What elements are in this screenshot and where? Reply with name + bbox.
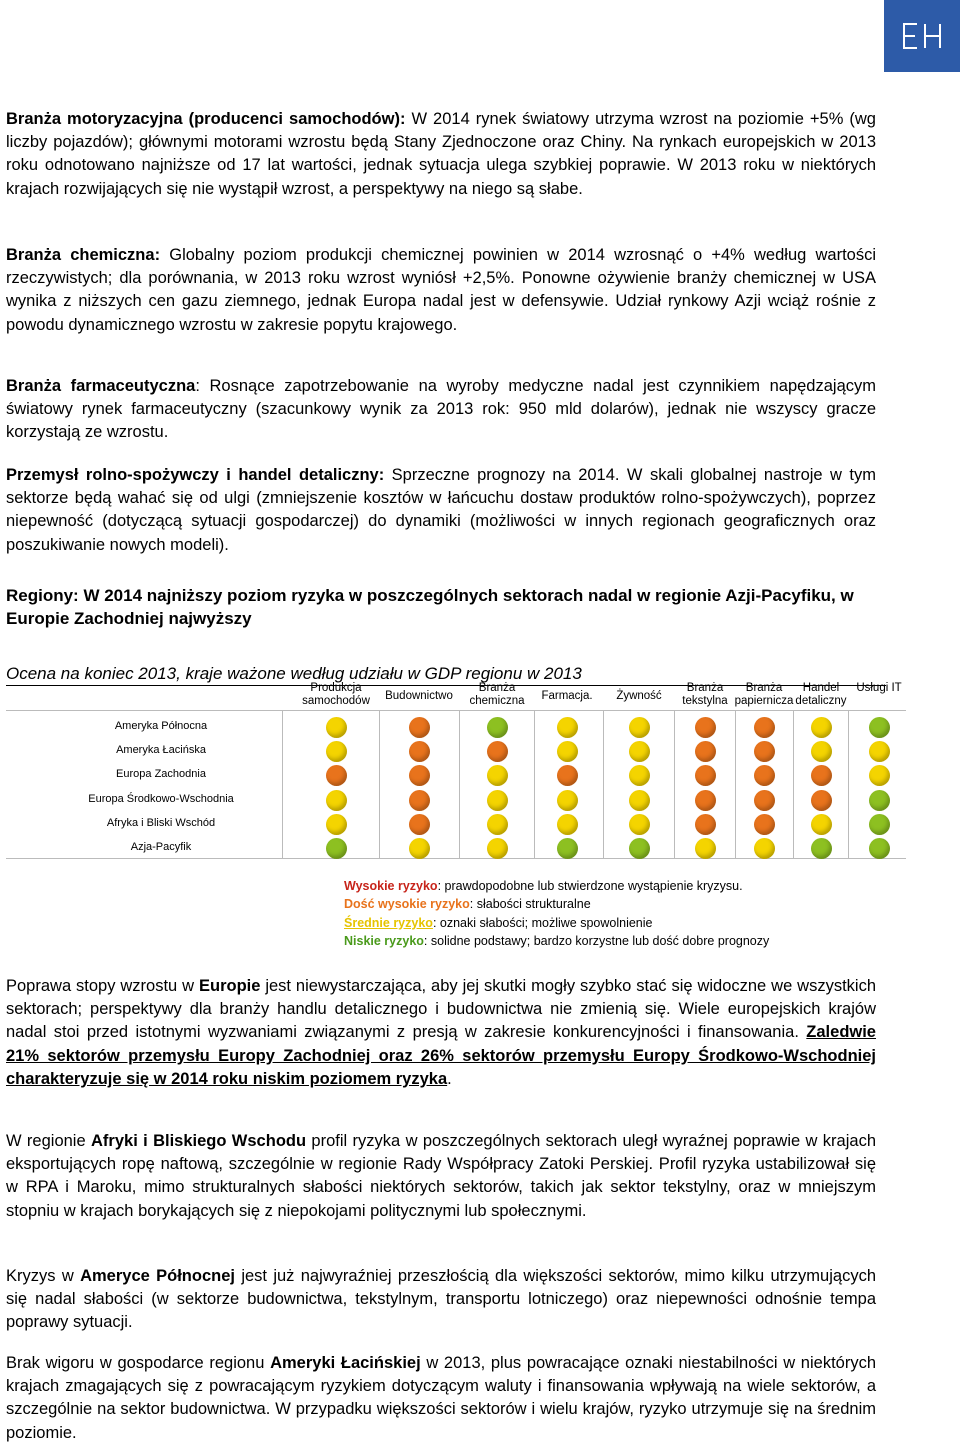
column-header: Farmacja. bbox=[541, 690, 593, 702]
risk-dot-orange bbox=[754, 790, 775, 811]
risk-legend bbox=[344, 877, 769, 950]
risk-dot-orange bbox=[557, 765, 578, 786]
risk-dot-yellow bbox=[557, 717, 578, 738]
legend-term: Wysokie ryzyko bbox=[344, 879, 438, 893]
table-column-divider bbox=[282, 710, 283, 858]
paragraph-chemical bbox=[6, 244, 876, 337]
table-column-divider bbox=[793, 710, 794, 858]
risk-dot-yellow bbox=[811, 814, 832, 835]
legend-term: Dość wysokie ryzyko bbox=[344, 897, 470, 912]
risk-dot-orange bbox=[695, 765, 716, 786]
risk-dot-yellow bbox=[811, 741, 832, 762]
table-title: Ocena na koniec 2013, kraje ważone według udziału w GDP regionu w 2013 bbox=[6, 662, 886, 686]
regions-heading: Regiony: W 2014 najniższy poziom ryzyka w poszczególnych sektorach nadal w regionie Azji-Pacyfiku, w Europie Zachodniej najwyższy bbox=[6, 586, 854, 628]
paragraph-text: . bbox=[447, 1069, 452, 1088]
risk-dot-yellow bbox=[811, 717, 832, 738]
paragraph-body: : Rosnące zapotrzebowanie na wyroby medyczne nadal jest czynnikiem napędzającym światowy rynek farmaceutyczny (szacunkowy wynik za 2013 rok: 950 mld dolarów), jednak nie wszyscy gracze korzystają ze wzrostu. bbox=[6, 377, 876, 442]
company-logo bbox=[884, 0, 960, 72]
risk-dot-yellow bbox=[326, 814, 347, 835]
paragraph-agrifood bbox=[6, 464, 876, 557]
risk-dot-orange bbox=[754, 741, 775, 762]
paragraph-europe bbox=[6, 975, 876, 1091]
table-column-divider bbox=[459, 710, 460, 858]
risk-dot-orange bbox=[754, 765, 775, 786]
risk-dot-yellow bbox=[557, 814, 578, 835]
risk-dot-yellow bbox=[557, 790, 578, 811]
risk-dot-yellow bbox=[326, 741, 347, 762]
paragraph-automotive bbox=[6, 108, 876, 201]
paragraph-body: Globalny poziom produkcji chemicznej powinien w 2014 wzrosnąć o +4% według wartości rzeczywistych; dla porównania, w 2013 roku wzrost wyniósł +2,5%. Ponowne ożywienie branży chemicznej w USA wynika z niższych cen gazu ziemnego, jednak Europa nadal jest w defensywie. Udział rynkowy Azji wciąż rośnie z powodu dynamicznego wzrostu w zakresie popytu krajowego. bbox=[6, 246, 876, 334]
row-label: Azja-Pacyfik bbox=[130, 841, 192, 853]
paragraph-bold: Ameryki Łacińskiej bbox=[270, 1354, 421, 1372]
legend-desc: : oznaki słabości; możliwe spowolnienie bbox=[432, 915, 653, 930]
risk-dot-green bbox=[629, 838, 650, 859]
column-header: Branża tekstylna bbox=[682, 682, 728, 707]
risk-dot-orange bbox=[754, 717, 775, 738]
risk-dot-orange bbox=[695, 814, 716, 835]
paragraph-text: Poprawa stopy wzrostu w bbox=[6, 977, 199, 995]
column-header: Budownictwo bbox=[385, 690, 453, 702]
table-column-divider bbox=[379, 710, 380, 858]
risk-dot-green bbox=[557, 838, 578, 859]
row-label: Afryka i Bliski Wschód bbox=[106, 817, 216, 829]
paragraph-text: Brak wigoru w gospodarce regionu bbox=[6, 1354, 271, 1372]
legend-item-medium bbox=[344, 914, 769, 932]
paragraph-north-america bbox=[6, 1265, 876, 1335]
risk-dot-orange bbox=[811, 790, 832, 811]
legend-item-low bbox=[344, 932, 769, 950]
risk-dot-orange bbox=[409, 790, 430, 811]
legend-term: Niskie ryzyko bbox=[344, 933, 424, 948]
risk-dot-yellow bbox=[487, 765, 508, 786]
risk-dot-yellow bbox=[629, 765, 650, 786]
paragraph-text: W regionie bbox=[6, 1132, 92, 1150]
risk-dot-yellow bbox=[629, 741, 650, 762]
risk-dot-yellow bbox=[629, 790, 650, 811]
risk-dot-yellow bbox=[487, 838, 508, 859]
risk-dot-green bbox=[869, 717, 890, 738]
risk-dot-yellow bbox=[487, 814, 508, 835]
table-bottom-border bbox=[6, 858, 906, 859]
legend-desc: : słabości strukturalne bbox=[469, 897, 591, 912]
risk-dot-yellow bbox=[409, 838, 430, 859]
risk-dot-orange bbox=[409, 814, 430, 835]
risk-dot-yellow bbox=[487, 790, 508, 811]
risk-dot-yellow bbox=[629, 814, 650, 835]
paragraph-text: jest niewystarczająca, aby jej skutki mogły szybko stać się widoczne we wszystkich sektorach; perspektywy dla branży handlu detalicznego i budownictwa nie zmienią się. Wiele europejskich krajów nadal stoi przed istotnymi wyzwaniami związanymi z presją w zakresie konkurencyjności i finansowania. bbox=[6, 977, 876, 1042]
risk-table bbox=[6, 682, 911, 862]
column-header: Żywność bbox=[616, 690, 662, 702]
risk-dot-orange bbox=[409, 765, 430, 786]
risk-dot-green bbox=[869, 814, 890, 835]
row-label: Europa Zachodnia bbox=[116, 768, 206, 780]
table-top-border bbox=[6, 710, 906, 711]
risk-dot-orange bbox=[409, 741, 430, 762]
paragraph-latin-america bbox=[6, 1352, 876, 1445]
paragraph-body: W 2014 rynek światowy utrzyma wzrost na poziomie +5% (wg liczby pojazdów); głównymi motorami wzrostu będą Stany Zjednoczone oraz Chiny. Na rynkach europejskich w 2013 roku odnotowano najniższe od 17 lat wartości, jednak sytuacja ulega szybkiej poprawie. W 2013 roku w niektórych krajach rozwijających się nie wystąpił wzrost, a perspektywy na niego są słabe. bbox=[6, 110, 876, 198]
risk-dot-yellow bbox=[754, 838, 775, 859]
paragraph-lead: Branża farmaceutyczna bbox=[6, 377, 196, 395]
risk-dot-orange bbox=[409, 717, 430, 738]
paragraph-lead: Branża chemiczna: bbox=[6, 246, 161, 264]
row-label: Ameryka Łacińska bbox=[116, 744, 206, 756]
paragraph-text: jest już najwyraźniej przeszłością dla większości sektorów, mimo kilku utrzymujących się nadal słabości (w sektorze budownictwa, tekstylnym, transportu lotniczego) oraz niepewności odnośnie tempa poprawy sytuacji. bbox=[6, 1267, 876, 1332]
risk-dot-orange bbox=[695, 790, 716, 811]
paragraph-body: Sprzeczne prognozy na 2014. W skali globalnej nastroje w tym sektorze będą wahać się od ulgi (zmniejszenie kosztów w łańcuchu dostaw produktów rolno-spożywczych), poprzez niepewność (dotyczącą sytuacji gospodarczej) do dynamiki (możliwości w innych regionach geograficznych oraz poszukiwanie nowych modeli). bbox=[6, 466, 876, 554]
paragraph-text: w 2013, plus powracające oznaki niestabilności w niektórych krajach zmagających się z powracającym ryzykiem dotyczącym waluty i finansowania wpływają na wiele sektorów, a szczególnie na sektor budownictwa. W przypadku większości sektorów i wielu krajów, ryzyko utrzymuje się na średnim poziomie. bbox=[6, 1354, 877, 1442]
legend-item-high bbox=[344, 877, 769, 895]
risk-dot-orange bbox=[487, 741, 508, 762]
legend-desc: : solidne podstawy; bardzo korzystne lub dość dobre prognozy bbox=[423, 933, 770, 948]
column-header: Produkcja samochodów bbox=[302, 682, 370, 707]
table-column-divider bbox=[735, 710, 736, 858]
risk-dot-yellow bbox=[869, 765, 890, 786]
paragraph-pharma bbox=[6, 375, 876, 445]
risk-dot-yellow bbox=[869, 741, 890, 762]
risk-dot-yellow bbox=[629, 717, 650, 738]
column-header: Usługi IT bbox=[856, 682, 902, 694]
risk-dot-yellow bbox=[326, 790, 347, 811]
risk-dot-yellow bbox=[326, 717, 347, 738]
risk-dot-orange bbox=[695, 741, 716, 762]
column-header: Handel detaliczny bbox=[795, 682, 847, 707]
paragraph-bold: Afryki i Bliskiego Wschodu bbox=[91, 1132, 307, 1150]
paragraph-text: profil ryzyka w poszczególnych sektorach uległ wyraźnej poprawie w krajach eksportujących ropę naftową, szczególnie w regionie Rady Współpracy Zatoki Perskiej. Profil ryzyka ustabilizował się w RPA i Maroku, mimo strukturalnych słabości niektórych sektorów, takich jak sektor tekstylny, oraz w mniejszym stopniu w krajach borykających się z niepokojami politycznymi lub społecznymi. bbox=[6, 1132, 876, 1220]
risk-dot-green bbox=[811, 838, 832, 859]
risk-dot-green bbox=[869, 838, 890, 859]
legend-term: Średnie ryzyko bbox=[344, 915, 433, 930]
paragraph-lead: Przemysł rolno-spożywczy i handel detaliczny: bbox=[6, 466, 385, 484]
paragraph-lead: Branża motoryzacyjna (producenci samochodów): bbox=[6, 110, 406, 128]
paragraph-africa bbox=[6, 1130, 876, 1223]
risk-dot-orange bbox=[326, 765, 347, 786]
table-column-divider bbox=[674, 710, 675, 858]
legend-desc: : prawdopodobne lub stwierdzone wystąpienie kryzysu. bbox=[437, 879, 743, 893]
risk-dot-yellow bbox=[695, 838, 716, 859]
risk-dot-orange bbox=[811, 765, 832, 786]
paragraph-underlined: Zaledwie 21% sektorów przemysłu Europy Zachodniej oraz 26% sektorów przemysłu Europy Środkowo-Wschodniej charakteryzuje się w 2014 roku niskim poziomem ryzyka bbox=[6, 1023, 876, 1088]
legend-item-quite-high bbox=[344, 895, 769, 913]
table-column-divider bbox=[534, 710, 535, 858]
risk-dot-green bbox=[326, 838, 347, 859]
risk-dot-green bbox=[869, 790, 890, 811]
risk-dot-orange bbox=[695, 717, 716, 738]
row-label: Ameryka Północna bbox=[114, 720, 208, 732]
risk-dot-green bbox=[487, 717, 508, 738]
row-label: Europa Środkowo-Wschodnia bbox=[88, 793, 234, 805]
paragraph-text: Kryzys w bbox=[6, 1267, 81, 1285]
table-column-divider bbox=[848, 710, 849, 858]
column-header: Branża chemiczna bbox=[469, 682, 525, 707]
paragraph-bold: Ameryce Północnej bbox=[80, 1267, 235, 1285]
column-header: Branża papiernicza bbox=[734, 682, 794, 707]
paragraph-bold: Europie bbox=[198, 977, 261, 995]
table-column-divider bbox=[603, 710, 604, 858]
eh-logo-icon bbox=[901, 21, 943, 51]
risk-dot-orange bbox=[754, 814, 775, 835]
risk-dot-yellow bbox=[557, 741, 578, 762]
